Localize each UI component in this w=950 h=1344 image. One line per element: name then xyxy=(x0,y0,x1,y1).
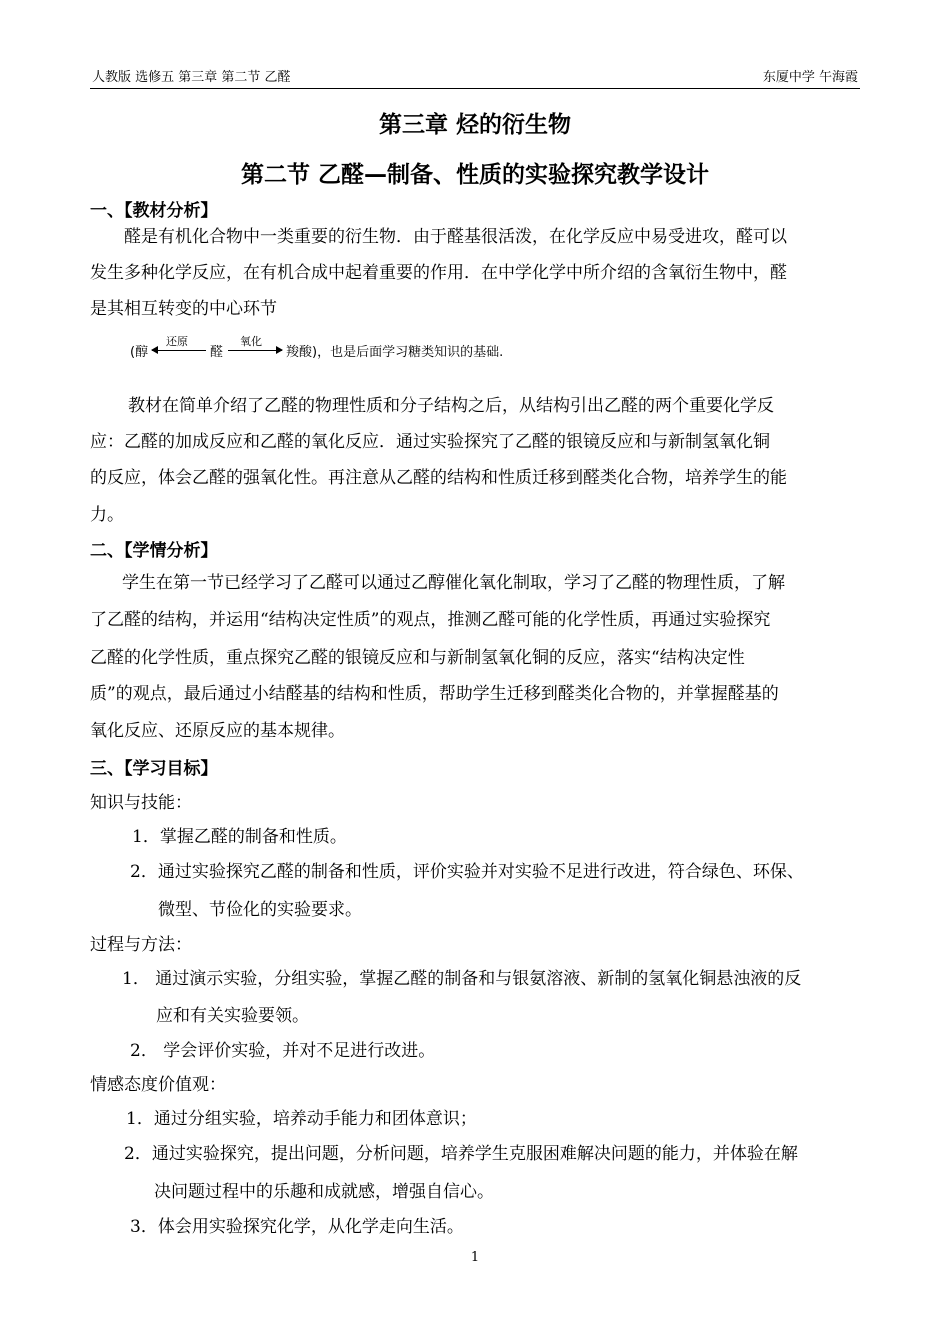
scheme-alcohol: (醇 xyxy=(130,345,149,360)
scheme-oxidize-label: 氧化 xyxy=(240,335,262,348)
knowledge-item-2-cont: 微型、节俭化的实验要求。 xyxy=(158,900,362,920)
paragraph-line: 醛是有机化合物中一类重要的衍生物．由于醛基很活泼，在化学反应中易受进攻，醛可以 xyxy=(124,227,787,247)
paragraph-line: 是其相互转变的中心环节 xyxy=(90,299,277,319)
process-label: 过程与方法： xyxy=(90,935,192,955)
heading-student-analysis: 二、【学情分析】 xyxy=(90,541,218,561)
knowledge-item-2: 2．通过实验探究乙醛的制备和性质，评价实验并对实验不足进行改进，符合绿色、环保、 xyxy=(130,862,804,882)
attitude-item-3: 3．体会用实验探究化学，从化学走向生活。 xyxy=(130,1217,464,1237)
attitude-label: 情感态度价值观： xyxy=(90,1075,226,1095)
attitude-item-2-cont: 决问题过程中的乐趣和成就感，增强自信心。 xyxy=(154,1182,494,1202)
process-item-1-cont: 应和有关实验要领。 xyxy=(156,1006,309,1026)
paragraph-line: 质”的观点，最后通过小结醛基的结构和性质，帮助学生迁移到醛类化合物的，并掌握醛基的 xyxy=(90,684,779,704)
process-item-2: 2． 学会评价实验，并对不足进行改进。 xyxy=(130,1041,436,1061)
section-title: 第二节 乙醛—制备、性质的实验探究教学设计 xyxy=(240,162,709,188)
attitude-item-2: 2．通过实验探究，提出问题，分析问题，培养学生克服困难解决问题的能力，并体验在解 xyxy=(124,1144,798,1164)
heading-textbook-analysis: 一、【教材分析】 xyxy=(90,201,218,221)
header-left: 人教版 选修五 第三章 第二节 乙醛 xyxy=(92,70,291,85)
paragraph-line: 学生在第一节已经学习了乙醛可以通过乙醇催化氧化制取，学习了乙醛的物理性质，了解 xyxy=(122,573,785,593)
paragraph-line: 力。 xyxy=(90,505,124,525)
paragraph-line: 的反应，体会乙醛的强氧化性。再注意从乙醛的结构和性质迁移到醛类化合物，培养学生的能 xyxy=(90,468,787,488)
paragraph-line: 应：乙醛的加成反应和乙醛的氧化反应．通过实验探究了乙醛的银镜反应和与新制氢氧化铜 xyxy=(90,432,770,452)
heading-learning-goals: 三、【学习目标】 xyxy=(90,759,218,779)
attitude-item-1: 1．通过分组实验，培养动手能力和团体意识； xyxy=(126,1109,477,1129)
left-arrow-icon xyxy=(152,350,206,351)
scheme-acid: 羧酸)，也是后面学习糖类知识的基础. xyxy=(286,345,504,360)
header-right: 东厦中学 午海霞 xyxy=(762,70,858,85)
chapter-title: 第三章 烃的衍生物 xyxy=(378,112,571,138)
paragraph-line: 了乙醛的结构，并运用“结构决定性质”的观点，推测乙醛可能的化学性质，再通过实验探究 xyxy=(90,610,771,630)
knowledge-label: 知识与技能： xyxy=(90,793,192,813)
paragraph-line: 教材在简单介绍了乙醛的物理性质和分子结构之后，从结构引出乙醛的两个重要化学反 xyxy=(128,396,774,416)
paragraph-line: 氧化反应、还原反应的基本规律。 xyxy=(90,721,345,741)
page-header xyxy=(90,64,860,89)
scheme-reduce-label: 还原 xyxy=(166,335,188,348)
page-number: 1 xyxy=(470,1250,480,1265)
knowledge-item-1: 1．掌握乙醛的制备和性质。 xyxy=(132,827,347,847)
paragraph-line: 发生多种化学反应，在有机合成中起着重要的作用．在中学化学中所介绍的含氧衍生物中，醛 xyxy=(90,263,787,283)
right-arrow-icon xyxy=(228,350,282,351)
process-item-1: 1． 通过演示实验，分组实验，掌握乙醛的制备和与银氨溶液、新制的氢氧化铜悬浊液的反 xyxy=(122,969,802,989)
paragraph-line: 乙醛的化学性质，重点探究乙醛的银镜反应和与新制氢氧化铜的反应，落实“结构决定性 xyxy=(90,648,745,668)
scheme-aldehyde: 醛 xyxy=(210,345,224,360)
